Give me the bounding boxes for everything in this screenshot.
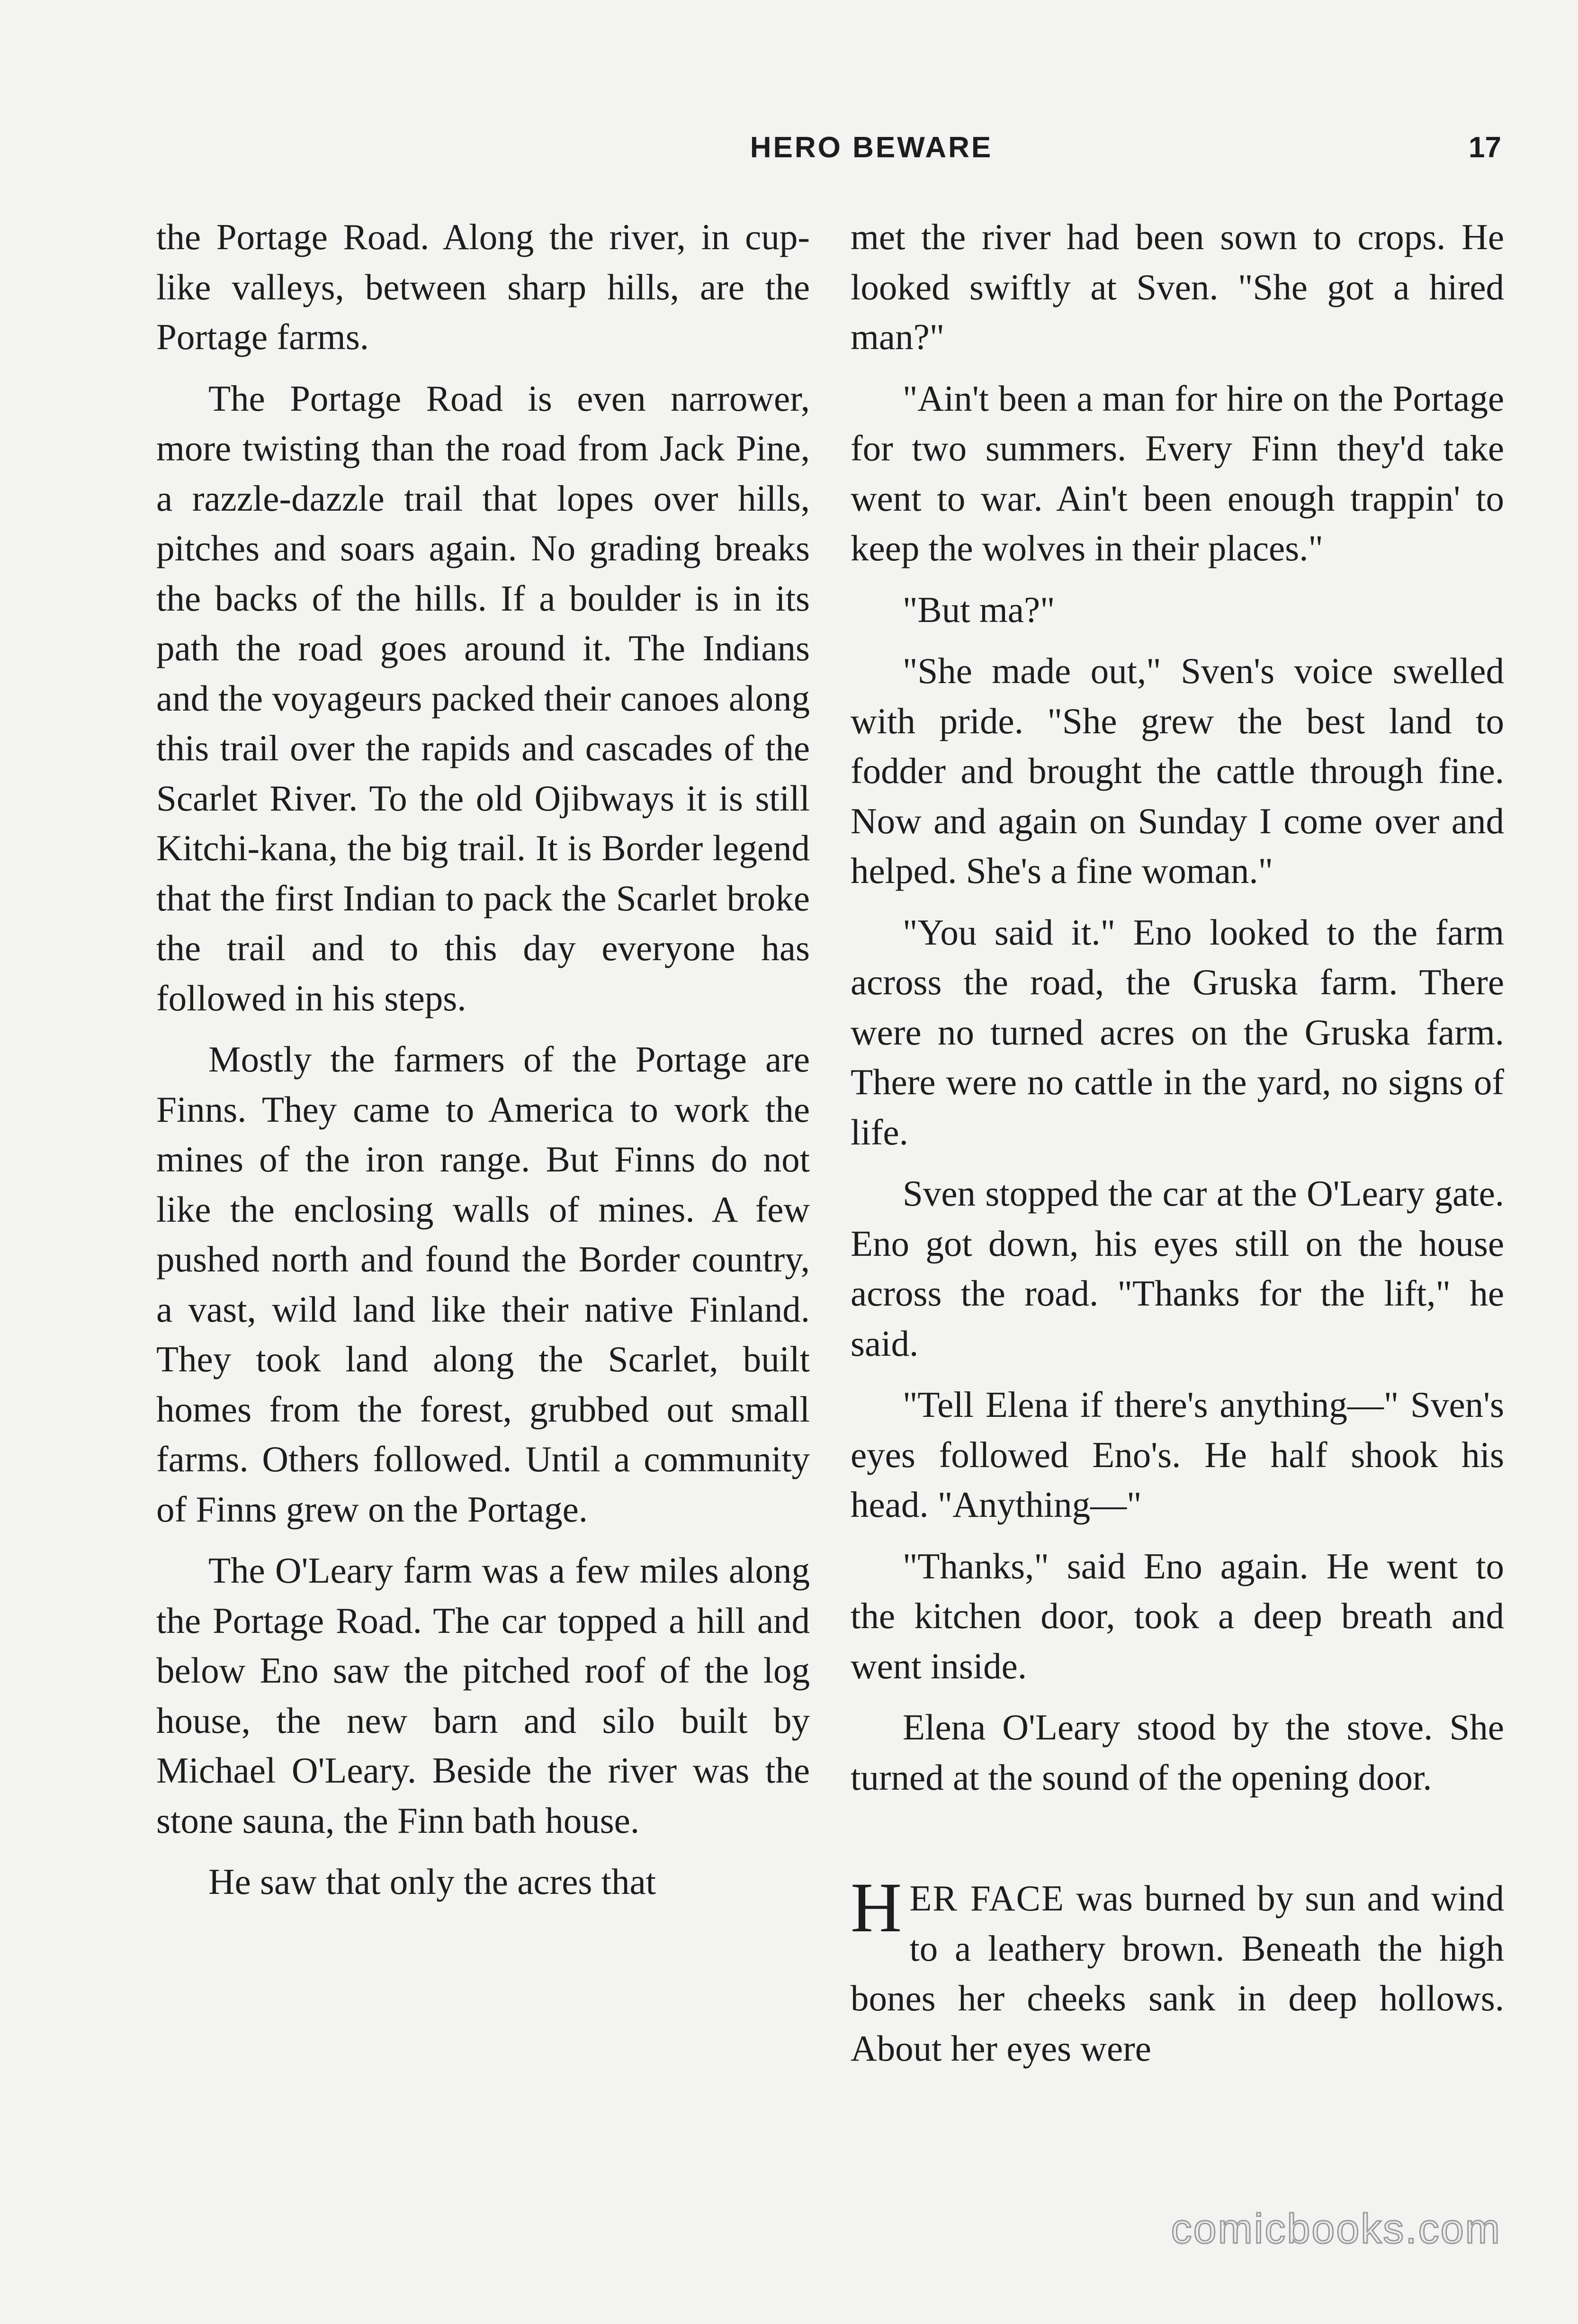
page-number: 17 <box>1469 131 1501 164</box>
paragraph: met the river had been sown to crops. He looked swiftly at Sven. "She got a hired man?" <box>851 216 1504 357</box>
paragraph: "But ma?" <box>903 589 1055 630</box>
section-text: was burned by sun and wind to a leathery brown. Beneath the high bones her cheeks sank in deep hollows. About her eyes were <box>851 1878 1504 2069</box>
section-opening-paragraph <box>851 1868 1504 2073</box>
paragraph: He saw that only the acres that <box>208 1861 656 1902</box>
paragraph: The Portage Road is even narrower, more twisting than the road from Jack Pine, a razzle-dazzle trail that lopes over hills, pitches and soars again. No grading breaks the backs of the hills. If a boulder is in its path the road goes around it. The Indians and the voyageurs packed their canoes along this trail over the rapids and cascades of the Scarlet River. To the old Ojibways it is still Kitchi-kana, the big trail. It is Border legend that the first Indian to pack the Scarlet broke the trail and to this day everyone has followed in his steps. <box>156 378 810 1018</box>
page-header <box>156 131 1501 169</box>
paragraph: "Ain't been a man for hire on the Portage for two summers. Every Finn they'd take went to war. Ain't been enough trappin' to keep the wolves in their places." <box>851 378 1504 568</box>
running-title: HERO BEWARE <box>750 131 993 164</box>
paragraph: The O'Leary farm was a few miles along the Portage Road. The car topped a hill and below Eno saw the pitched roof of the log house, the new barn and silo built by Michael O'Leary. Beside the river was the stone sauna, the Finn bath house. <box>156 1550 810 1841</box>
drop-cap: H <box>851 1868 902 1947</box>
paragraph: Sven stopped the car at the O'Leary gate. Eno got down, his eyes still on the house across the road. "Thanks for the lift," he said. <box>851 1173 1504 1364</box>
paragraph: "She made out," Sven's voice swelled with pride. "She grew the best land to fodder and brought the cattle through fine. Now and again on Sunday I come over and helped. She's a fine woman." <box>851 650 1504 891</box>
paragraph: Mostly the farmers of the Portage are Finns. They came to America to work the mines of the iron range. But Finns do not like the enclosing walls of mines. A few pushed north and found the Border country, a vast, wild land like their native Finland. They took land along the Scarlet, built homes from the forest, grubbed out small farms. Others followed. Until a community of Finns grew on the Portage. <box>156 1039 810 1530</box>
paragraph: "Thanks," said Eno again. He went to the kitchen door, took a deep breath and went inside. <box>851 1545 1504 1686</box>
right-column <box>851 212 1504 2073</box>
watermark: comicbooks.com <box>1171 2205 1501 2252</box>
paragraph: "You said it." Eno looked to the farm across the road, the Gruska farm. There were no turned acres on the Gruska farm. There were no cattle in the yard, no signs of life. <box>851 911 1504 1153</box>
left-column <box>156 212 810 1907</box>
lead-in-caps: ER FACE <box>909 1878 1065 1919</box>
paragraph: Elena O'Leary stood by the stove. She turned at the sound of the opening door. <box>851 1707 1504 1798</box>
paragraph: "Tell Elena if there's anything—" Sven's eyes followed Eno's. He half shook his head. "Anything—" <box>851 1384 1504 1525</box>
paragraph: the Portage Road. Along the river, in cup-like valleys, between sharp hills, are the Portage farms. <box>156 216 810 357</box>
